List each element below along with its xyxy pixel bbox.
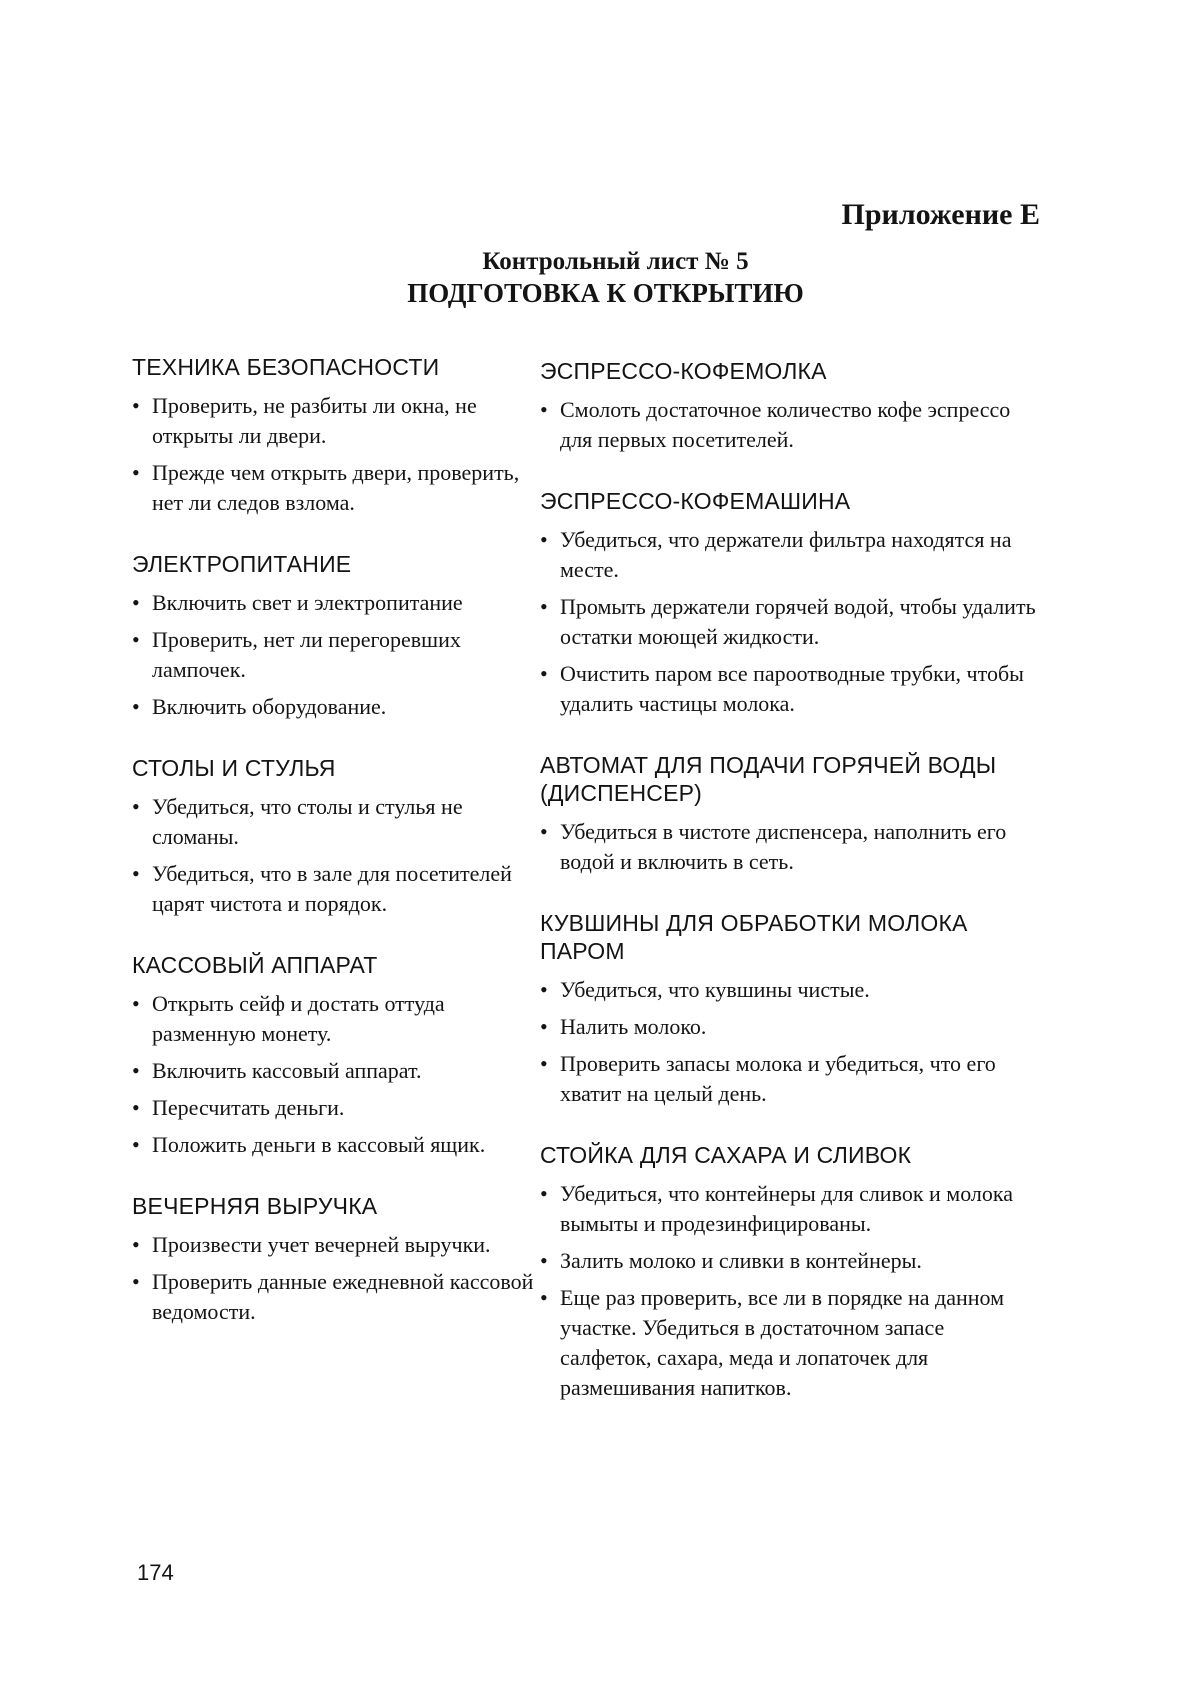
checklist-item: • Прежде чем открыть двери, проверить, нет ли следов взлома. — [132, 458, 542, 518]
checklist — [132, 588, 542, 722]
section-heading: ЭСПРЕССО-КОФЕМАШИНА — [540, 488, 851, 514]
checklist-item: • Залить молоко и сливки в контейнеры. — [540, 1246, 1040, 1276]
checklist-item: • Убедиться, что держатели фильтра находятся на месте. — [540, 525, 1040, 585]
checklist-item: • Пересчитать деньги. — [132, 1093, 542, 1123]
appendix-label: Приложение Е — [841, 198, 1040, 231]
checklist-item: • Убедиться, что контейнеры для сливок и молока вымыты и продезинфицированы. — [540, 1179, 1040, 1239]
section-espresso-machine — [540, 487, 1040, 719]
checklist-item: • Открыть сейф и достать оттуда разменную монету. — [132, 989, 542, 1049]
section-heading: СТОЛЫ И СТУЛЬЯ — [132, 755, 336, 781]
section-heading: КУВШИНЫ ДЛЯ ОБРАБОТКИ МОЛОКА ПАРОМ — [540, 910, 968, 964]
checklist-item: • Убедиться в чистоте диспенсера, наполнить его водой и включить в сеть. — [540, 817, 1040, 877]
left-column — [132, 353, 542, 1359]
main-title: ПОДГОТОВКА К ОТКРЫТИЮ — [407, 278, 804, 308]
checklist — [132, 1230, 542, 1327]
section-heading: ТЕХНИКА БЕЗОПАСНОСТИ — [132, 354, 440, 380]
checklist — [132, 792, 542, 919]
section-evening-revenue — [132, 1192, 542, 1327]
checklist — [540, 1179, 1040, 1403]
checklist-item: • Убедиться, что столы и стулья не сломаны. — [132, 792, 542, 852]
checklist-title: Контрольный лист № 5 — [482, 248, 749, 275]
page-number: 174 — [137, 1560, 174, 1585]
section-hot-water-dispenser — [540, 751, 1040, 877]
section-grinder — [540, 357, 1040, 455]
checklist — [132, 989, 542, 1160]
section-tables-chairs — [132, 754, 542, 919]
section-cash-register — [132, 951, 542, 1160]
checklist-item: • Включить кассовый аппарат. — [132, 1056, 542, 1086]
checklist-item: • Еще раз проверить, все ли в порядке на данном участке. Убедиться в достаточном запасе салфеток, сахара, меда и лопаточек для размешивания напитков. — [540, 1283, 1040, 1403]
checklist-item: • Включить свет и электропитание — [132, 588, 542, 618]
section-safety — [132, 353, 542, 518]
checklist — [540, 525, 1040, 719]
checklist-item: • Очистить паром все пароотводные трубки, чтобы удалить частицы молока. — [540, 659, 1040, 719]
checklist — [540, 975, 1040, 1109]
section-heading: КАССОВЫЙ АППАРАТ — [132, 952, 378, 978]
checklist-item: • Проверить, нет ли перегоревших лампочек. — [132, 625, 542, 685]
section-milk-pitchers — [540, 909, 1040, 1109]
checklist — [540, 395, 1040, 455]
checklist-item: • Смолоть достаточное количество кофе эспрессо для первых посетителей. — [540, 395, 1040, 455]
section-power — [132, 550, 542, 722]
checklist-item: • Проверить данные ежедневной кассовой ведомости. — [132, 1267, 542, 1327]
checklist — [132, 391, 542, 518]
checklist-item: • Положить деньги в кассовый ящик. — [132, 1130, 542, 1160]
section-heading: ВЕЧЕРНЯЯ ВЫРУЧКА — [132, 1193, 378, 1219]
checklist-item: • Промыть держатели горячей водой, чтобы удалить остатки моющей жидкости. — [540, 592, 1040, 652]
section-heading: ЭЛЕКТРОПИТАНИЕ — [132, 551, 352, 577]
checklist-item: • Произвести учет вечерней выручки. — [132, 1230, 542, 1260]
title-block — [0, 247, 1181, 309]
checklist-item: • Проверить запасы молока и убедиться, что его хватит на целый день. — [540, 1049, 1040, 1109]
section-heading: АВТОМАТ ДЛЯ ПОДАЧИ ГОРЯЧЕЙ ВОДЫ (ДИСПЕНСЕР) — [540, 752, 997, 806]
checklist-item: • Убедиться, что в зале для посетителей царят чистота и порядок. — [132, 859, 542, 919]
checklist-item: • Проверить, не разбиты ли окна, не открыты ли двери. — [132, 391, 542, 451]
section-heading: ЭСПРЕССО-КОФЕМОЛКА — [540, 358, 827, 384]
checklist-item: • Убедиться, что кувшины чистые. — [540, 975, 1040, 1005]
section-heading: СТОЙКА ДЛЯ САХАРА И СЛИВОК — [540, 1142, 912, 1168]
checklist — [540, 817, 1040, 877]
section-sugar-cream-stand — [540, 1141, 1040, 1403]
right-column — [540, 357, 1040, 1435]
checklist-item: • Налить молоко. — [540, 1012, 1040, 1042]
checklist-item: • Включить оборудование. — [132, 692, 542, 722]
